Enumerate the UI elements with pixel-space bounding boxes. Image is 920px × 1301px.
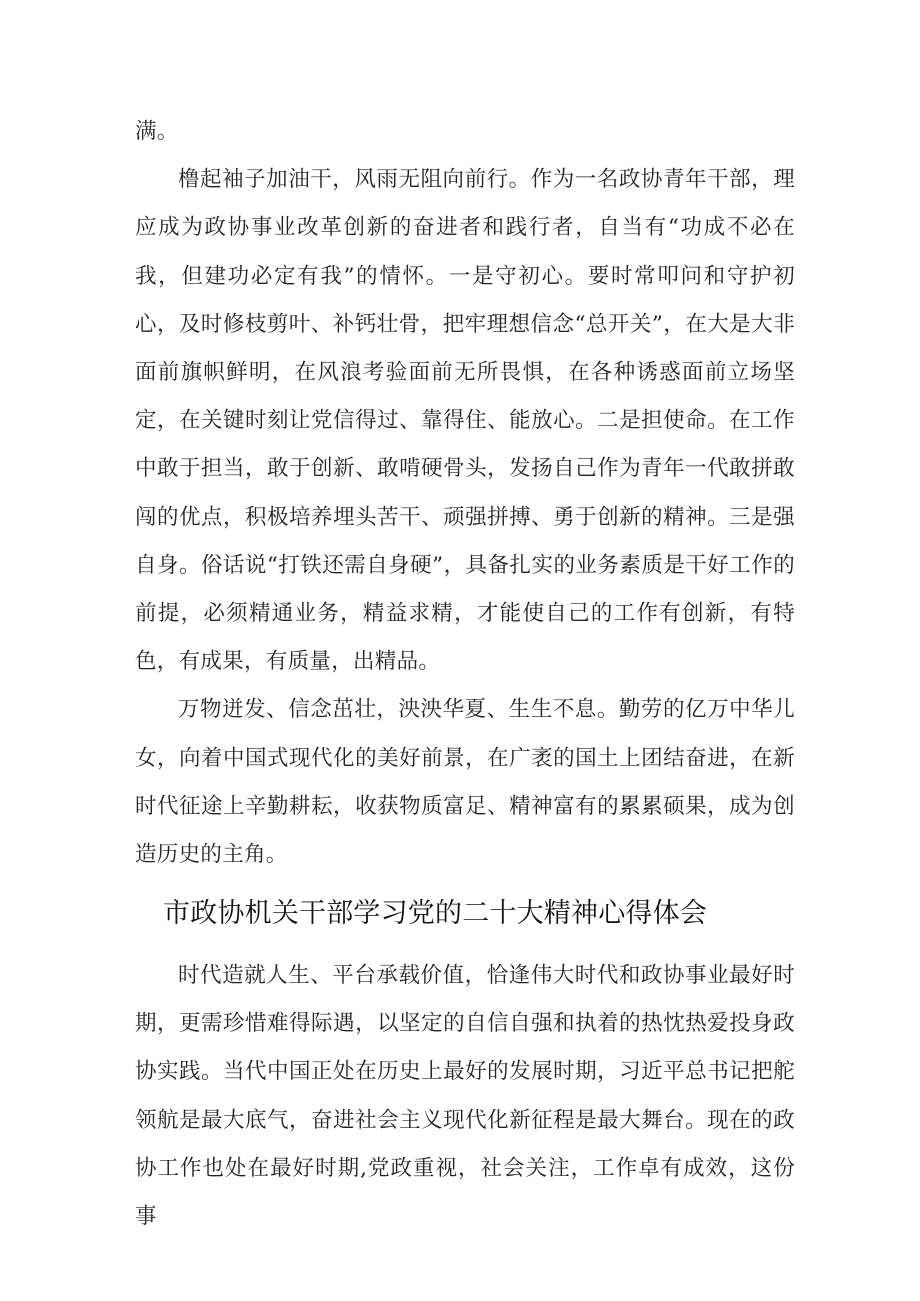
top-text-section: [135, 108, 795, 879]
body-paragraph: 万物迸发、信念茁壮，泱泱华夏、生生不息。勤劳的亿万中华儿女，向着中国式现代化的美好前景，在广袤的国土上团结奋进，在新时代征途上辛勤耕耘，收获物质富足、精神富有的累累硕果，成为创造历史的主角。: [135, 697, 795, 868]
bottom-text-section: [135, 952, 795, 1241]
body-paragraph: 时代造就人生、平台承载价值，恰逢伟大时代和政协事业最好时期，更需珍惜难得际遇，以坚定的自信自强和执着的热忱热爱投身政协实践。当代中国正处在历史上最好的发展时期，习近平总书记把舵领航是最大底气，奋进社会主义现代化新征程是最大舞台。现在的政协工作也处在最好时期,党政重视，社会关注，工作卓有成效，这份事: [135, 963, 795, 1230]
continuation-paragraph: 满。: [135, 119, 179, 144]
body-paragraph: 橹起袖子加油干，风雨无阻向前行。作为一名政协青年干部，理应成为政协事业改革创新的奋进者和践行者，自当有“功成不必在我，但建功必定有我”的情怀。一是守初心。要时常叩问和守护初心，及时修枝剪叶、补钙壮骨，把牢理想信念“总开关”，在大是大非面前旗帜鲜明，在风浪考验面前无所畏惧，在各种诱惑面前立场坚定，在关键时刻让党信得过、靠得住、能放心。二是担使命。在工作中敢于担当，敢于创新、敢啃硬骨头，发扬自己作为青年一代敢拼敢闯的优点，积极培养埋头苦干、顽强拼搏、勇于创新的精神。三是强自身。俗话说“打铁还需自身硬”，具备扎实的业务素质是干好工作的前提，必须精通业务，精益求精，才能使自己的工作有创新，有特色，有成果，有质量，出精品。: [135, 167, 795, 675]
section-heading: 市政协机关干部学习党的二十大精神心得体会: [163, 898, 707, 929]
